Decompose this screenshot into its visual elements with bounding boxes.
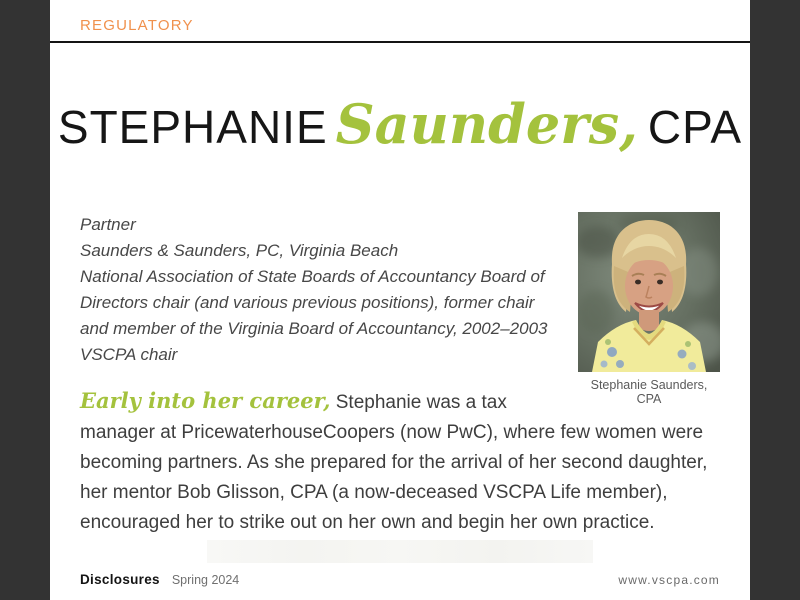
bio-firm: Saunders & Saunders, PC, Virginia Beach [80, 241, 399, 260]
portrait-figure [578, 212, 720, 406]
bio-positions: National Association of State Boards of Accountancy Board of Directors chair (and various previous positions), former chair and member of the Virginia Board of Accountancy, 2002–2003 VSCPA chair [80, 267, 548, 364]
headline-first-name: STEPHANIE [57, 101, 328, 153]
bio-block [80, 212, 567, 368]
backdrop-right [750, 0, 800, 600]
section-kicker: REGULATORY [80, 17, 194, 34]
page-footer [80, 572, 720, 587]
header-rule [50, 0, 750, 43]
bio-title: Partner [80, 215, 136, 234]
website-url: www.vscpa.com [618, 573, 720, 587]
headline-last-name-script: Saunders, [335, 92, 638, 156]
lead-in-script: Early into her career, [80, 388, 331, 413]
article-body-text: Stephanie was a tax manager at PricewaterhouseCoopers (now PwC), where few women were becoming partners. As she prepared for the arrival of her second daughter, her mentor Bob Glisson, CPA (a now-deceased VSCPA Life member), encouraged her to strike out on her own and begin her own practice. [80, 392, 708, 533]
publication-name: Disclosures [80, 572, 160, 587]
article-page [50, 0, 750, 600]
portrait-caption: Stephanie Saunders, CPA [590, 378, 708, 406]
faint-image-strip [207, 540, 593, 563]
text-wrap-spacer [552, 386, 720, 410]
headline-credential: CPA [647, 101, 743, 153]
article-headline [50, 88, 750, 168]
backdrop-left [0, 0, 50, 600]
issue-label: Spring 2024 [171, 573, 240, 587]
article-paragraph [80, 386, 720, 538]
portrait-photo [578, 212, 720, 372]
